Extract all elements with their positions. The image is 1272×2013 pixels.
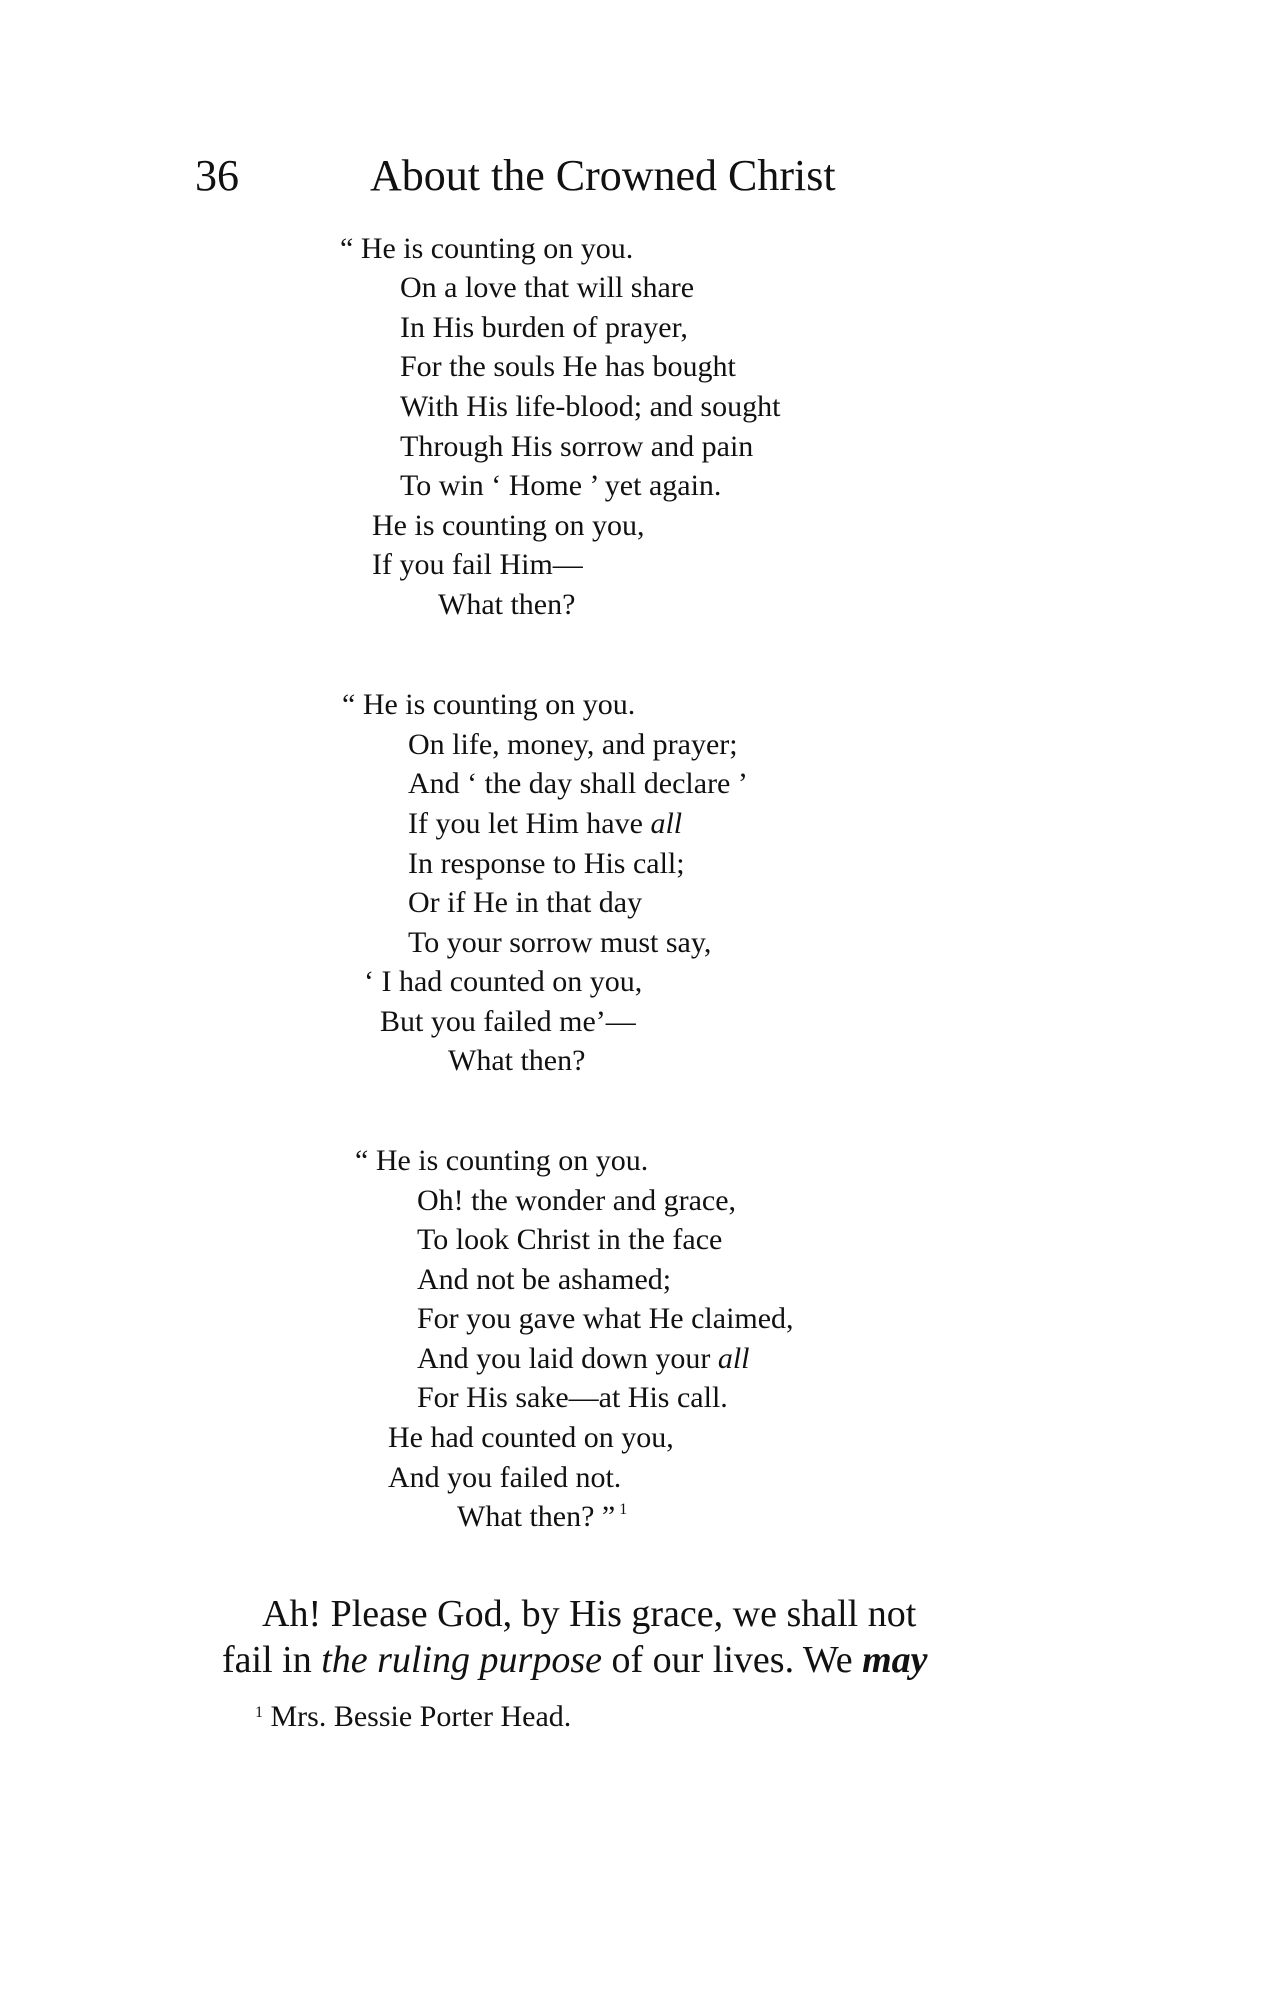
poem-line: In response to His call; — [408, 847, 685, 880]
poem-line: Oh! the wonder and grace, — [417, 1184, 737, 1217]
poem-line: “ He is counting on you. — [342, 688, 636, 721]
poem-line: If you let Him have all — [408, 807, 683, 840]
poem-line: In His burden of prayer, — [400, 311, 688, 344]
emphasized-word: all — [650, 807, 683, 840]
poem-line: “ He is counting on you. — [355, 1144, 649, 1177]
poem-line: For the souls He has bought — [400, 350, 736, 383]
prose-emphasis: the ruling purpose — [321, 1639, 602, 1681]
poem-line: If you fail Him— — [372, 548, 583, 581]
poem-line: What then? — [438, 588, 576, 621]
poem-line: To look Christ in the face — [417, 1223, 723, 1256]
poem-line: Or if He in that day — [408, 886, 643, 919]
poem-line: And ‘ the day shall declare ’ — [408, 767, 748, 800]
poem-line: But you failed me’— — [380, 1005, 636, 1038]
prose-text: Ah! Please God, by His grace, we shall not — [262, 1593, 917, 1635]
prose-line-1 — [262, 1592, 916, 1636]
poem-line: “ He is counting on you. — [340, 232, 634, 265]
poem-line: He had counted on you, — [388, 1421, 674, 1454]
prose-text: of our lives. We — [601, 1639, 863, 1681]
poem-line: To win ‘ Home ’ yet again. — [400, 469, 722, 502]
footnote-marker: 1 — [255, 1704, 263, 1721]
running-title: About the Crowned Christ — [370, 151, 836, 200]
poem-line: On life, money, and prayer; — [408, 728, 738, 761]
poem-line: He is counting on you, — [372, 509, 645, 542]
poem-line-text: What then? ” — [457, 1500, 616, 1533]
prose-emphasis-bold: may — [862, 1639, 928, 1681]
page-header — [195, 150, 1095, 210]
poem-line: And you failed not. — [388, 1461, 622, 1494]
poem-line: Through His sorrow and pain — [400, 430, 754, 463]
poem-line: What then? — [448, 1044, 586, 1077]
poem-line: For you gave what He claimed, — [417, 1302, 794, 1335]
poem-line: And not be ashamed; — [417, 1263, 672, 1296]
footnote — [255, 1700, 571, 1734]
poem-line: ‘ I had counted on you, — [364, 965, 643, 998]
poem-line: For His sake—at His call. — [417, 1381, 728, 1414]
page-number: 36 — [195, 151, 239, 200]
emphasized-word: all — [717, 1342, 750, 1375]
footnote-text: Mrs. Bessie Porter Head. — [270, 1700, 572, 1733]
poem-line: And you laid down your all — [417, 1342, 750, 1375]
poem-line: To your sorrow must say, — [408, 926, 712, 959]
poem-line — [457, 1500, 627, 1534]
poem-line: With His life-blood; and sought — [400, 390, 781, 423]
prose-line-2 — [222, 1638, 928, 1682]
footnote-reference: 1 — [619, 1501, 628, 1518]
poem-line: On a love that will share — [400, 271, 695, 304]
prose-text: fail in — [222, 1639, 322, 1681]
